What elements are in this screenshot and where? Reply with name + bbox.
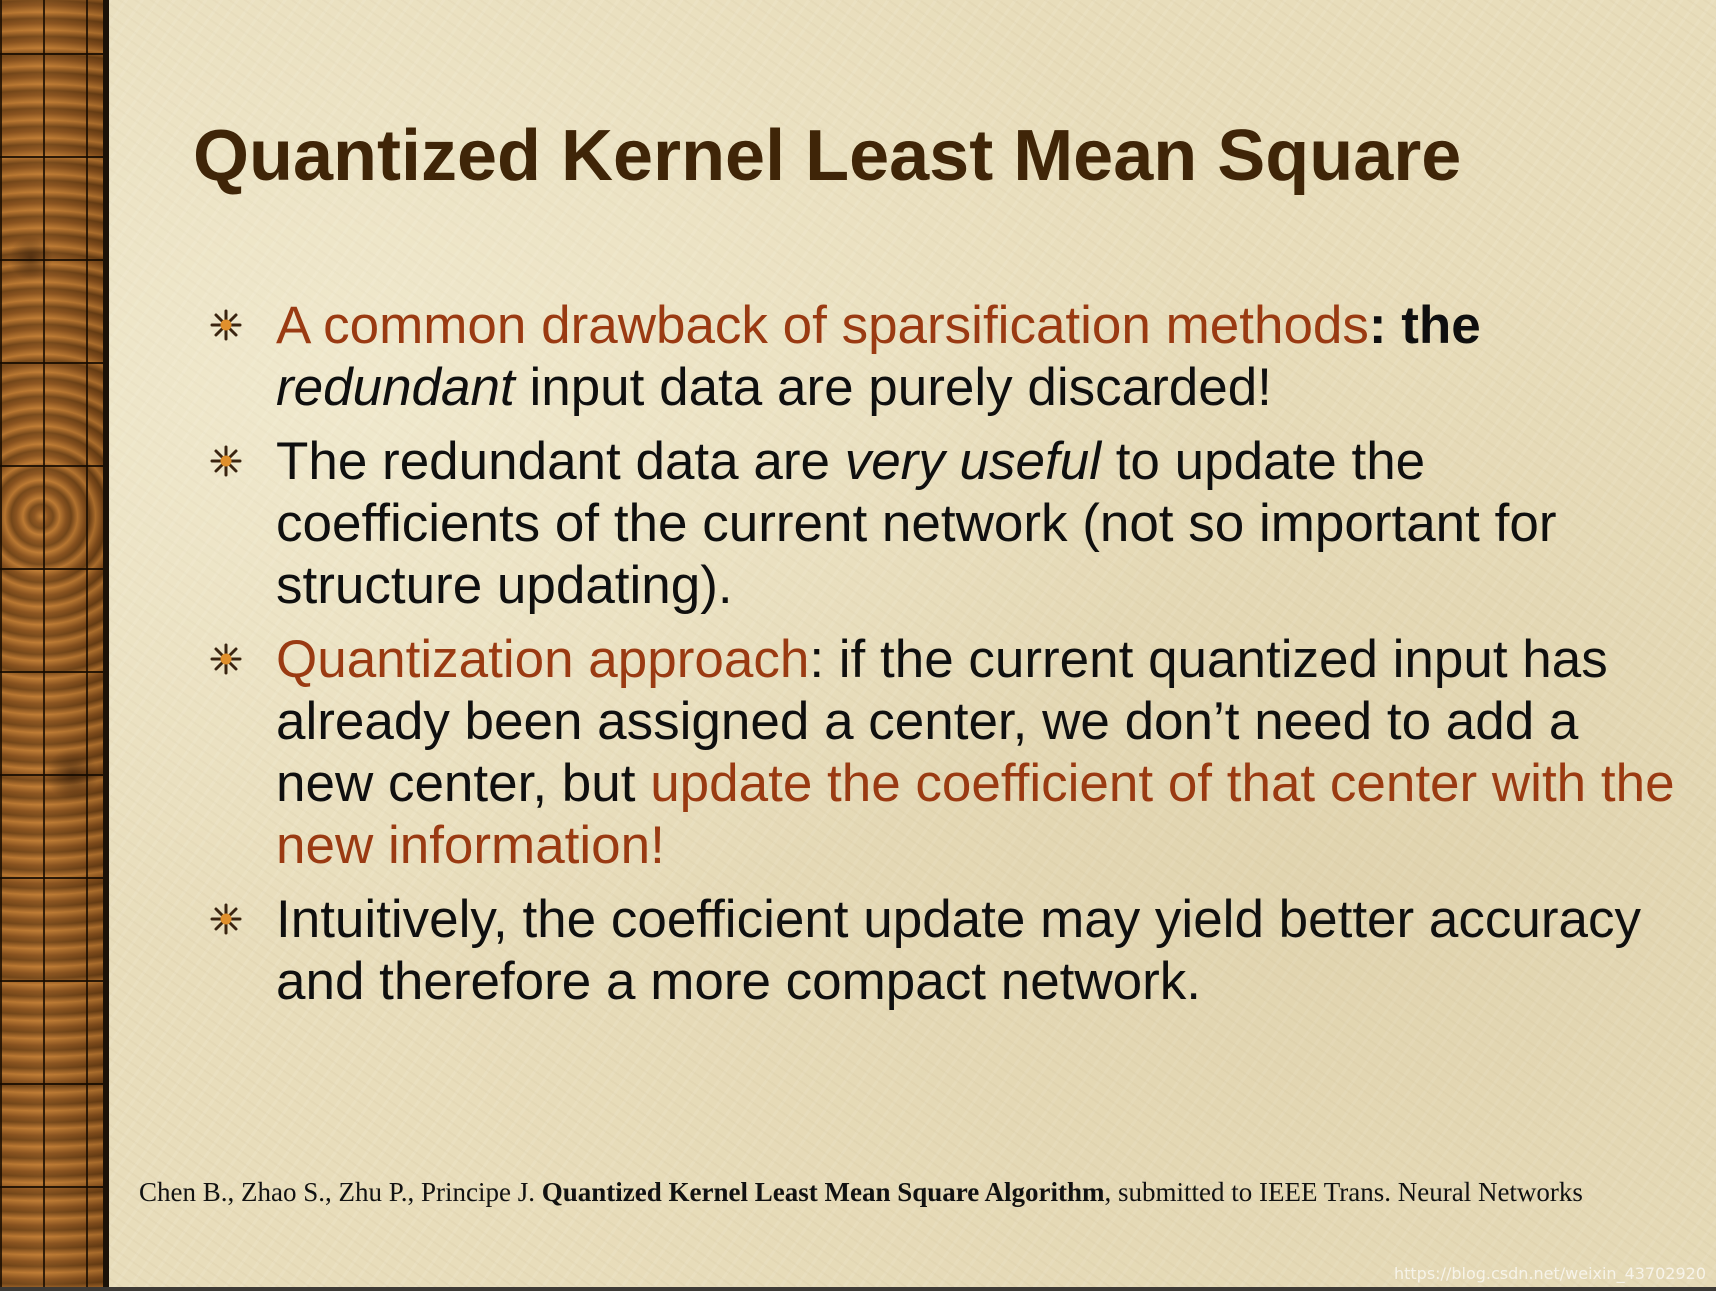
bullet-2-text-start: The redundant data are [276,432,845,491]
citation-venue: , submitted to IEEE Trans. Neural Networks [1104,1177,1583,1207]
starburst-bullet-icon [210,445,242,477]
bullet-1-colon: : the [1368,296,1481,355]
bullet-2-italic: very useful [844,432,1101,491]
slide-title: Quantized Kernel Least Mean Square [193,116,1462,196]
bullet-item-1 [210,295,1690,419]
starburst-bullet-icon [210,903,242,935]
side-strip-border [103,0,109,1291]
starburst-bullet-icon [210,309,242,341]
citation [139,1175,1679,1209]
bullet-item-2 [210,431,1690,617]
watermark: https://blog.csdn.net/weixin_43702920 [1393,1264,1706,1283]
citation-paper-title: Quantized Kernel Least Mean Square Algorithm [541,1177,1105,1207]
starburst-bullet-icon [210,643,242,675]
bullet-list [210,295,1690,1025]
citation-authors: Chen B., Zhao S., Zhu P., Principe J. [139,1177,542,1207]
bullet-2-text-end: to update the coefficients of the current network (not so important for structure updating). [276,432,1557,615]
decorative-side-strip [0,0,103,1291]
bullet-item-4 [210,889,1690,1013]
bullet-4-text: Intuitively, the coefficient update may yield better accuracy and therefore a more compact network. [276,890,1641,1011]
bullet-1-italic: redundant [276,358,515,417]
bullet-1-accent: A common drawback of sparsification methods [276,296,1369,355]
bullet-item-3 [210,629,1690,877]
bullet-3-text: : if the current quantized input has already been assigned a center, we don’t need to add a new center, but [276,630,1608,813]
bullet-3-accent-end: update the coefficient of that center with the new information! [276,754,1675,875]
bullet-1-text: input data are purely discarded! [514,358,1272,417]
bullet-3-accent: Quantization approach [276,630,810,689]
bottom-border [0,1287,1716,1291]
